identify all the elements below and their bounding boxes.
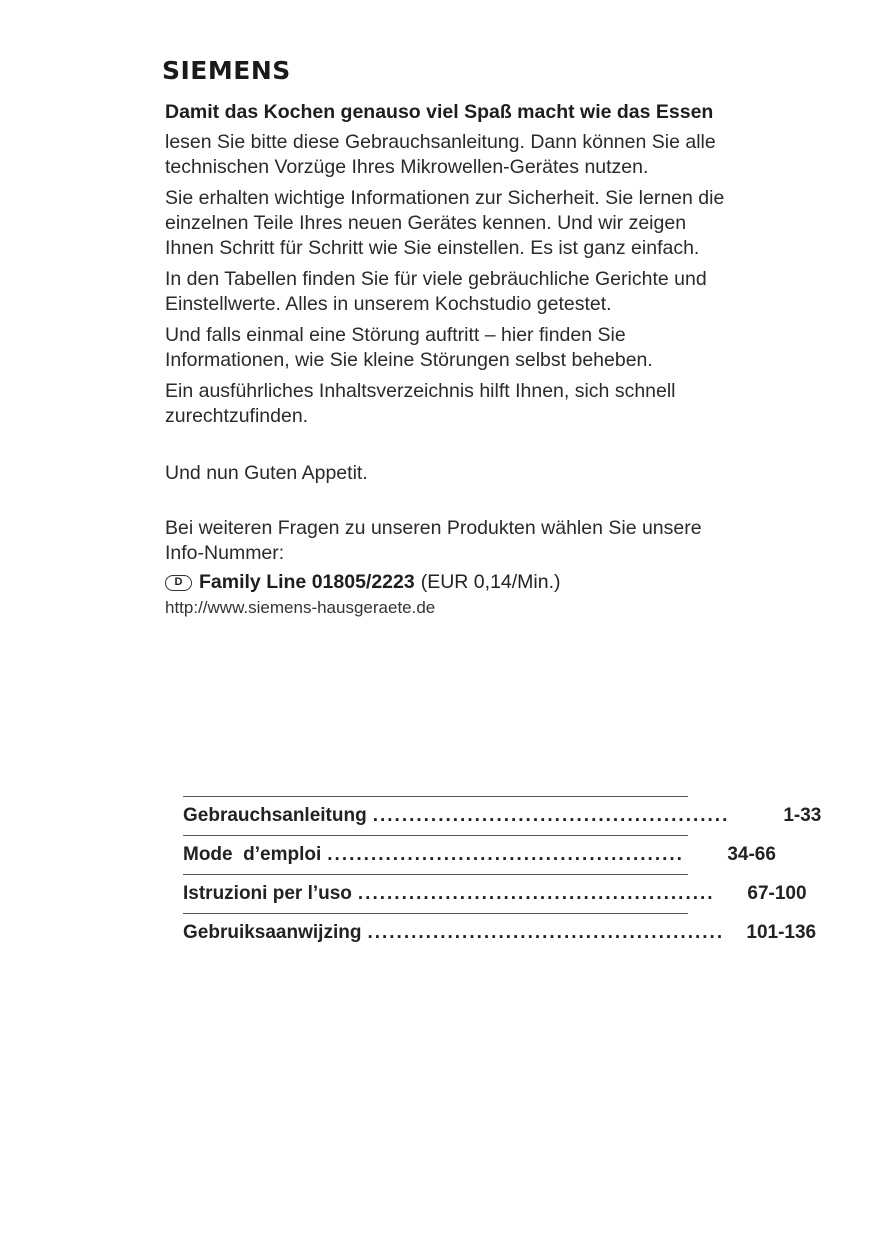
siemens-logo: SIEMENS — [162, 56, 291, 85]
toc-label: Gebruiksaanwijzing — [183, 922, 362, 943]
intro-paragraph: Sie erhalten wichtige Informationen zur Sicherheit. Sie lernen die einzelnen Teile Ihres neuen Gerätes kennen. Und wir zeigen Ihnen Schritt für Schritt wie Sie einstellen. Es ist ganz einfach. — [165, 187, 725, 259]
website-link[interactable]: http://www.siemens-hausgeraete.de — [165, 598, 436, 617]
toc-label: Gebrauchsanleitung — [183, 805, 367, 826]
toc-row[interactable] — [183, 796, 822, 835]
intro-paragraph: lesen Sie bitte diese Gebrauchsanleitung. Dann können Sie alle technischen Vorzüge Ihres Mikrowellen-Gerätes nutzen. — [165, 131, 716, 178]
intro-heading: Damit das Kochen genauso viel Spaß macht wie das Essen — [165, 101, 714, 123]
toc-row[interactable] — [183, 874, 807, 913]
intro-paragraph: Und falls einmal eine Störung auftritt – hier finden Sie Informationen, wie Sie kleine Störungen selbst beheben. — [165, 324, 653, 371]
toc-leader-dots: ................................................. — [367, 922, 725, 943]
hotline-rate: (EUR 0,14/Min.) — [420, 571, 561, 593]
toc-pages: 1-33 — [783, 805, 822, 826]
language-index — [183, 796, 822, 952]
intro-paragraph: Ein ausführliches Inhaltsverzeichnis hilft Ihnen, sich schnell zurechtzufinden. — [165, 380, 676, 427]
toc-leader-dots: ................................................. — [357, 883, 715, 904]
hotline-number: Family Line 01805/2223 — [199, 571, 415, 593]
toc-label: Mode d’emploi — [183, 844, 322, 865]
toc-leader-dots: ................................................. — [327, 844, 684, 865]
toc-pages: 67-100 — [747, 883, 807, 904]
intro-section — [165, 100, 725, 619]
toc-row[interactable] — [183, 835, 776, 874]
closing-line: Und nun Guten Appetit. — [165, 462, 368, 484]
contact-intro: Bei weiteren Fragen zu unseren Produkten wählen Sie unsere Info-Nummer: — [165, 517, 702, 564]
toc-leader-dots: ................................................. — [372, 805, 730, 826]
toc-row[interactable] — [183, 913, 817, 952]
hotline-line — [165, 570, 725, 595]
country-code-badge: D — [165, 575, 192, 591]
toc-pages: 101-136 — [746, 922, 817, 943]
intro-paragraph: In den Tabellen finden Sie für viele gebräuchliche Gerichte und Einstellwerte. Alles in unserem Kochstudio getestet. — [165, 268, 707, 315]
toc-pages: 34-66 — [727, 844, 776, 865]
toc-label: Istruzioni per l’uso — [183, 883, 352, 904]
